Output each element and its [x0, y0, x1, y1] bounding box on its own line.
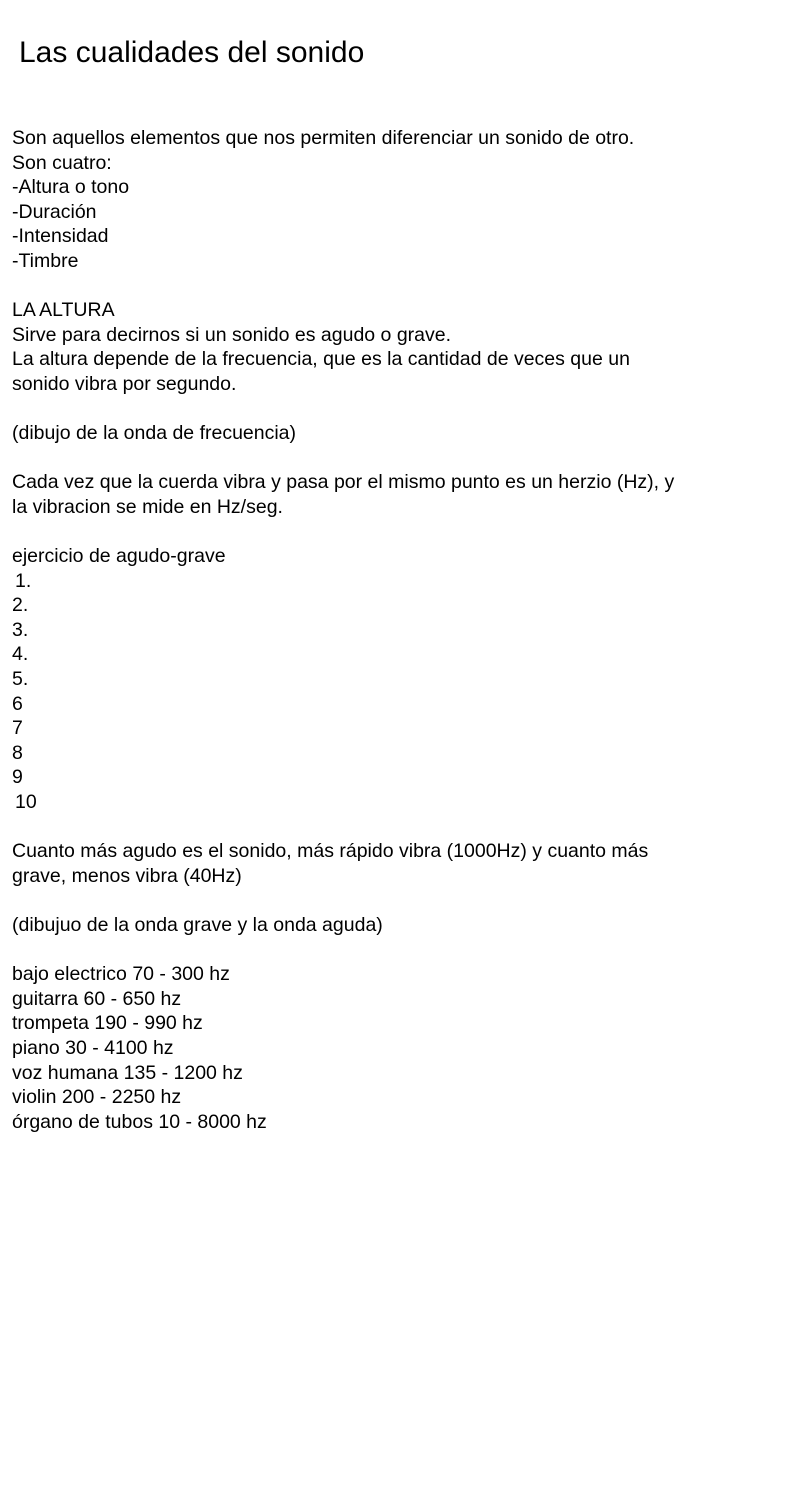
drawing-note: (dibujuo de la onda grave y la onda aguda) [12, 914, 383, 936]
exercise-item: 3. [12, 618, 29, 641]
paragraph-line: Cuanto más agudo es el sonido, más rápido vibra (1000Hz) y cuanto más [12, 840, 649, 863]
spacer [12, 446, 772, 471]
instrument-range-item: piano 30 - 4100 hz [12, 1036, 174, 1059]
instrument-ranges [12, 962, 772, 1134]
quality-item: -Duración [12, 200, 97, 223]
exercise-item: 1. [15, 569, 32, 592]
instrument-range-item: guitarra 60 - 650 hz [12, 987, 182, 1010]
quality-item: -Altura o tono [12, 176, 130, 199]
exercise-item: 8 [12, 741, 23, 764]
intro-line: Son aquellos elementos que nos permiten diferenciar un sonido de otro. [12, 127, 635, 149]
paragraph-line: la vibracion se mide en Hz/seg. [12, 495, 283, 518]
instrument-range-item: bajo electrico 70 - 300 hz [12, 963, 230, 986]
instrument-range-item: violin 200 - 2250 hz [12, 1086, 182, 1109]
spacer [12, 397, 772, 422]
exercise-item: 10 [15, 791, 37, 814]
instrument-range-item: voz humana 135 - 1200 hz [12, 1061, 243, 1084]
spacer [12, 815, 772, 840]
paragraph-line: La altura depende de la frecuencia, que es la cantidad de veces que un [12, 348, 630, 371]
exercise-item: 2. [12, 594, 29, 617]
spacer [12, 938, 772, 963]
exercise-heading: ejercicio de agudo-grave [12, 545, 226, 568]
instrument-range-item: órgano de tubos 10 - 8000 hz [12, 1110, 267, 1133]
exercise-item: 6 [12, 692, 23, 715]
paragraph-line: sonido vibra por segundo. [12, 372, 237, 395]
spacer [12, 888, 772, 913]
speed-section [12, 839, 772, 937]
exercise-item: 9 [12, 766, 23, 789]
exercise-section [12, 544, 772, 815]
drawing-note: (dibujo de la onda de frecuencia) [12, 422, 297, 445]
instrument-range-item: trompeta 190 - 990 hz [12, 1012, 203, 1035]
page-title: Las cualidades del sonido [19, 36, 365, 69]
section-heading: LA ALTURA [12, 299, 115, 322]
intro-section [12, 126, 772, 274]
exercise-item: 4. [12, 643, 29, 666]
exercise-item: 5. [12, 668, 29, 691]
paragraph-line: Cada vez que la cuerda vibra y pasa por el mismo punto es un herzio (Hz), y [12, 471, 675, 494]
spacer [12, 274, 772, 299]
paragraph-line: grave, menos vibra (40Hz) [12, 864, 242, 887]
document-body [12, 126, 772, 1134]
quality-item: -Intensidad [12, 225, 109, 248]
quality-item: -Timbre [12, 249, 79, 272]
altura-section [12, 298, 772, 519]
spacer [12, 520, 772, 545]
intro-line: Son cuatro: [12, 151, 112, 174]
exercise-item: 7 [12, 717, 23, 740]
paragraph-line: Sirve para decirnos si un sonido es agudo o grave. [12, 323, 452, 346]
